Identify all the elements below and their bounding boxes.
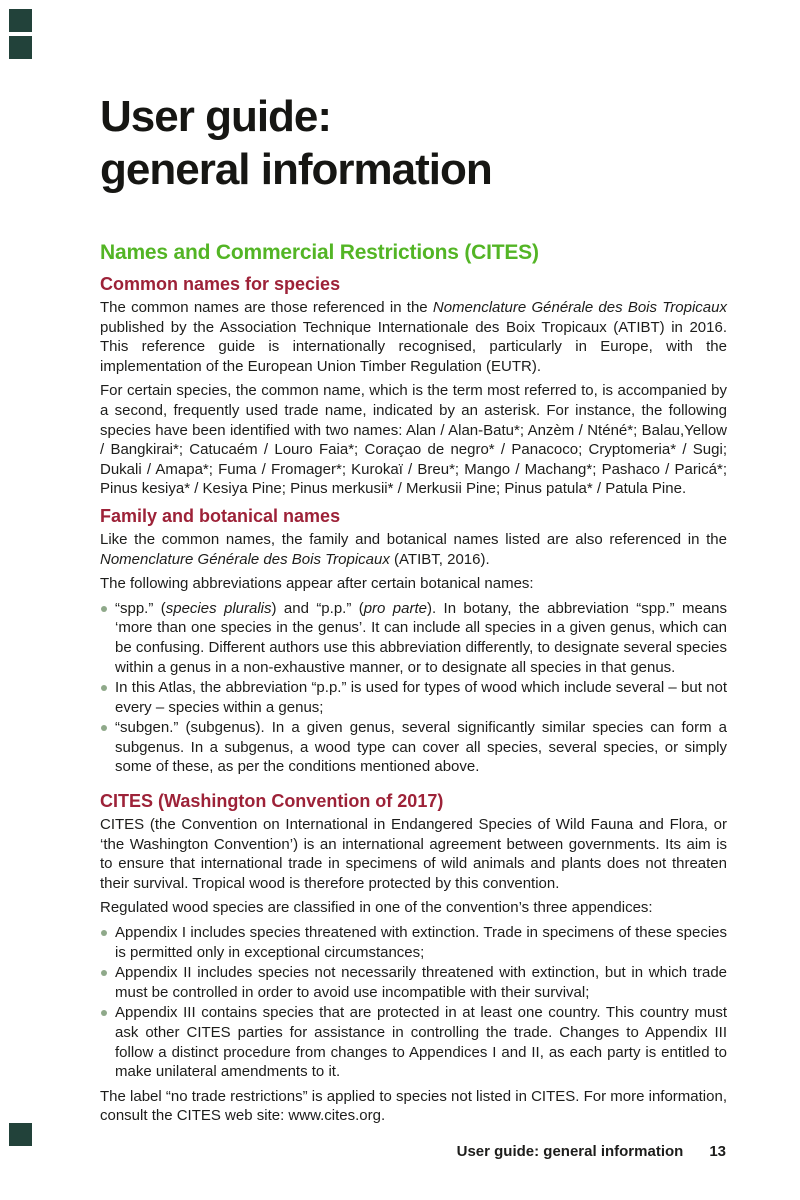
list-item-spp-pp: “spp.” (species pluralis) and “p.p.” (pro parte). In botany, the abbreviation “spp.” means ‘more than one species in the genus’. It can include all species in a given genus, which can be confusing. Different authors use this abbreviation differently, to designate several species within a genus in a non-exhaustive manner, or to designate all species in that genus. [100, 599, 727, 677]
paragraph-cites-1: CITES (the Convention on International in Endangered Species of Wild Fauna and Flora, or ‘the Washington Convention’) is an international agreement between governments. Its aim is to ensure that international trade in specimens of wild animals and plants does not threaten their survival. Tropical wood is therefore protected by this convention. [100, 816, 727, 892]
paragraph-common-names-2: For certain species, the common name, which is the term most referred to, is accompanied by a second, frequently used trade name, indicated by an asterisk. For instance, the following species have been identified with two names: Alan / Alan-Batu*; Anzèm / Nténé*; Balau,Yellow / Bangkirai*; Catucaém / Louro Faia*; Coraçao de negro* / Panacoco; Cryptomeria* / Sugi; Dukali / Amapa*; Fuma / Fromager*; Kurokaï / Breu*; Mango / Machang*; Pashaco / Paricá*; Pinus kesiya* / Kesiya Pine; Pinus merkusii* / Merkusii Pine; Pinus patula* / Patula Pine. [100, 382, 727, 498]
list-item-appendix-3: Appendix III contains species that are protected in at least one country. This country must ask other CITES parties for assistance in controlling the trade. Changes to Appendix III follow a distinct procedure from changes to Appendices I and II, as each party is entitled to make unilateral amendments to it. [100, 1003, 727, 1081]
page-content [100, 90, 727, 1131]
list-item-appendix-1: Appendix I includes species threatened with extinction. Trade in specimens of these species is permitted only in exceptional circumstances; [100, 923, 727, 962]
list-item-pp-usage: In this Atlas, the abbreviation “p.p.” is used for types of wood which include several – but not every – species within a genus; [100, 678, 727, 717]
corner-marker-square-top-2 [9, 36, 32, 59]
subheading-common-names: Common names for species [100, 274, 341, 294]
page-title-line1: User guide: [100, 92, 332, 141]
list-item-appendix-2: Appendix II includes species not necessarily threatened with extinction, but in which trade must be controlled in order to avoid use incompatible with their survival; [100, 963, 727, 1002]
footer-page-number: 13 [709, 1143, 726, 1160]
section-heading-names-and-restrictions: Names and Commercial Restrictions (CITES) [100, 241, 539, 264]
subheading-cites-convention: CITES (Washington Convention of 2017) [100, 791, 444, 812]
abbreviation-list [100, 599, 727, 777]
appendix-list [100, 923, 727, 1082]
page-title [100, 90, 727, 196]
corner-marker-square-bottom [9, 1123, 32, 1146]
page-footer [457, 1143, 726, 1160]
page-title-line2: general information [100, 145, 492, 194]
paragraph-family-botanical-1: Like the common names, the family and botanical names listed are also referenced in the Nomenclature Générale des Bois Tropicaux (ATIBT, 2016). [100, 530, 727, 568]
paragraph-family-botanical-2: The following abbreviations appear after certain botanical names: [100, 575, 534, 593]
paragraph-common-names-1: The common names are those referenced in the Nomenclature Générale des Bois Tropicaux published by the Association Technique Internationale des Boix Tropicaux (ATIBT) in 2016. This reference guide is internationally recognised, particularly in Europe, with the implementation of the European Union Timber Regulation (EUTR). [100, 299, 727, 375]
paragraph-cites-2: Regulated wood species are classified in one of the convention’s three appendices: [100, 899, 653, 917]
corner-marker-square-top-1 [9, 9, 32, 32]
paragraph-no-trade-restrictions: The label “no trade restrictions” is applied to species not listed in CITES. For more information, consult the CITES web site: www.cites.org. [100, 1087, 727, 1125]
list-item-subgen: “subgen.” (subgenus). In a given genus, several significantly similar species can form a subgenus. In a subgenus, a wood type can cover all species, several species, or simply some of these, as per the conditions mentioned above. [100, 718, 727, 777]
footer-running-title: User guide: general information [456, 1143, 684, 1160]
subheading-family-botanical-names: Family and botanical names [100, 505, 341, 526]
